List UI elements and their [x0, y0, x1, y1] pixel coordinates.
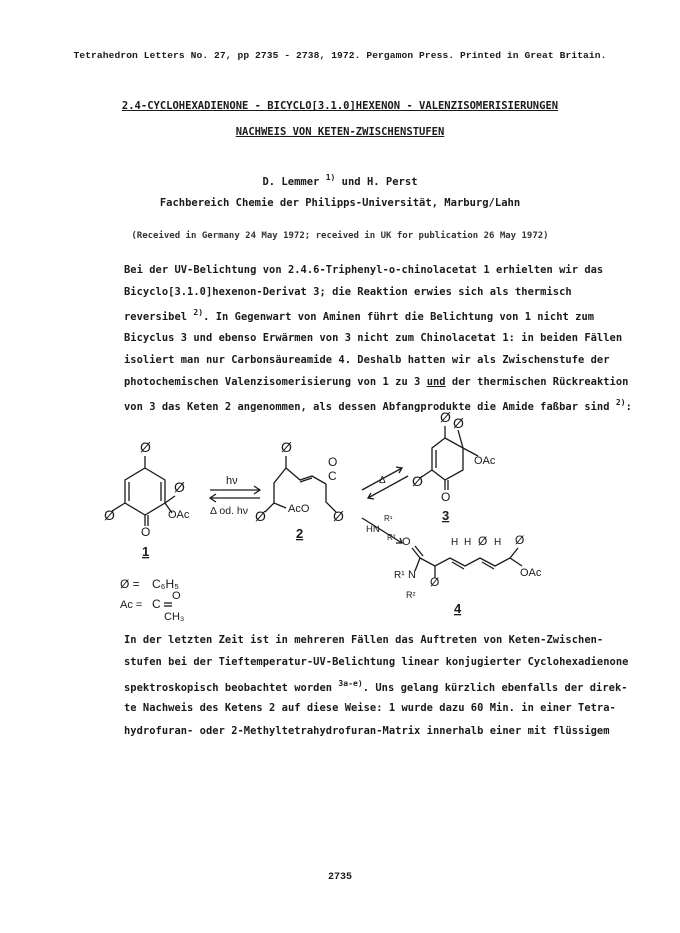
oxygen-label: O: [402, 536, 411, 548]
phenyl-symbol: Ø: [333, 508, 344, 524]
acetoxy-label: OAc: [474, 455, 496, 467]
phenyl-symbol: Ø: [515, 533, 525, 547]
text-span-underlined: und: [426, 376, 446, 388]
acetoxy-label: OAc: [520, 567, 542, 579]
text-span: der thermischen Rückreaktion: [445, 376, 629, 388]
ketene-oxygen: O: [328, 455, 338, 469]
acetoxy-label: OAc: [168, 509, 190, 521]
title-line-2: NACHWEIS VON KETEN-ZWISCHENSTUFEN: [235, 126, 445, 138]
phenyl-symbol: Ø: [440, 409, 451, 425]
reference-mark: 2): [615, 398, 626, 407]
reference-mark: 2): [193, 308, 204, 317]
author-ref: 1): [325, 173, 336, 182]
text-span: reversibel: [124, 311, 188, 323]
text-span: . Uns gelang kürzlich ebenfalls der direk-: [362, 682, 628, 694]
text-span: photochemischen Valenzisomerisierung von 1 zu 3: [124, 376, 427, 388]
oxygen-label: O: [141, 525, 151, 539]
arrow-label-forward: hν: [226, 475, 238, 487]
text-line: In der letzten Zeit ist in mehreren Fällen das Auftreten von Keten-Zwischen-: [124, 634, 604, 646]
phenyl-symbol: Ø: [104, 507, 115, 523]
affiliation: Fachbereich Chemie der Philipps-Universität, Marburg/Lahn: [159, 197, 521, 209]
text-line: Bei der UV-Belichtung von 2.4.6-Triphenyl-o-chinolacetat 1 erhielten wir das: [124, 264, 604, 276]
received-dates: (Received in Germany 24 May 1972; received in UK for publication 26 May 1972): [131, 231, 549, 241]
journal-header: Tetrahedron Letters No. 27, pp 2735 - 2738, 1972. Pergamon Press. Printed in Great Britain.: [73, 50, 607, 61]
text-line: isoliert man nur Carbonsäureamide 4. Deshalb hatten wir als Zwischenstufe der: [124, 354, 610, 366]
phenyl-symbol: Ø: [430, 575, 440, 589]
phenyl-symbol: Ø: [478, 534, 488, 548]
text-line: te Nachweis des Ketens 2 auf diese Weise: 1 wurde dazu 60 Min. in einer Tetra-: [124, 702, 616, 714]
legend-acetyl-methyl: CH₃: [164, 611, 185, 623]
legend-phenyl-symbol: Ø =: [120, 577, 140, 591]
text-span: spektroskopisch beobachtet worden: [124, 682, 339, 694]
amide-r2: R²: [406, 590, 416, 600]
text-line: [124, 679, 628, 694]
text-line: stufen bei der Tieftemperatur-UV-Belichtung linear konjugierter Cyclohexadienone: [124, 656, 629, 668]
phenyl-symbol: Ø: [140, 439, 151, 455]
amine-r1: R¹: [384, 514, 393, 523]
phenyl-symbol: Ø: [453, 415, 464, 431]
phenyl-symbol: Ø: [281, 439, 292, 455]
hydrogen-label: H: [464, 537, 472, 548]
text-line: hydrofuran- oder 2-Methyltetrahydrofuran-Matrix innerhalb einer mit flüssigem: [124, 725, 610, 737]
page-number: 2735: [327, 872, 352, 883]
author-2: und H. Perst: [335, 176, 418, 188]
amide-r1: R¹: [394, 570, 405, 581]
ketene-carbon: C: [328, 469, 337, 483]
legend-acetyl-oxygen: O: [172, 590, 181, 602]
oxygen-label: O: [441, 490, 451, 504]
compound-label-4: 4: [454, 601, 462, 616]
text-line: [124, 376, 628, 388]
compound-label-3: 3: [442, 508, 450, 523]
legend-phenyl-formula: C₆H₅: [152, 577, 180, 591]
legend-acetyl-symbol: Ac =: [120, 599, 143, 611]
text-line: Bicyclus 3 und ebenso Erwärmen von 3 nicht zum Chinolacetat 1: in beiden Fällen: [124, 332, 623, 344]
reference-mark: 3a-e): [338, 679, 363, 688]
hydrogen-label: H: [494, 537, 502, 548]
text-span: :: [625, 401, 632, 413]
phenyl-symbol: Ø: [255, 508, 266, 524]
arrow-label-reverse: Δ od. hν: [210, 505, 248, 517]
amine-r2: R²: [387, 533, 396, 542]
title-line-1: 2.4-CYCLOHEXADIENONE - BICYCLO[3.1.0]HEXENON - VALENZISOMERISIERUNGEN: [121, 100, 559, 112]
phenyl-symbol: Ø: [174, 479, 185, 495]
compound-label-1: 1: [142, 544, 150, 559]
amine-reagent: HN: [366, 524, 380, 535]
acetoxy-label: AcO: [288, 503, 310, 515]
hydrogen-label: H: [451, 537, 459, 548]
author-1: D. Lemmer: [262, 176, 320, 188]
reaction-scheme: [100, 408, 600, 623]
text-span: von 3 das Keten 2 angenommen, als dessen Abfangprodukte die Amide faßbar sind: [124, 401, 616, 413]
text-span: . In Gegenwart von Aminen führt die Belichtung von 1 nicht zum: [203, 311, 595, 323]
authors: [0, 173, 680, 188]
phenyl-symbol: Ø: [412, 473, 423, 489]
arrow-label-delta: Δ: [379, 475, 386, 486]
compound-label-2: 2: [296, 526, 304, 541]
nitrogen-label: N: [408, 569, 416, 581]
text-line: Bicyclo[3.1.0]hexenon-Derivat 3; die Reaktion erwies sich als thermisch: [124, 286, 572, 298]
legend-acetyl-carbon: C: [152, 597, 161, 611]
text-line: [124, 308, 594, 323]
